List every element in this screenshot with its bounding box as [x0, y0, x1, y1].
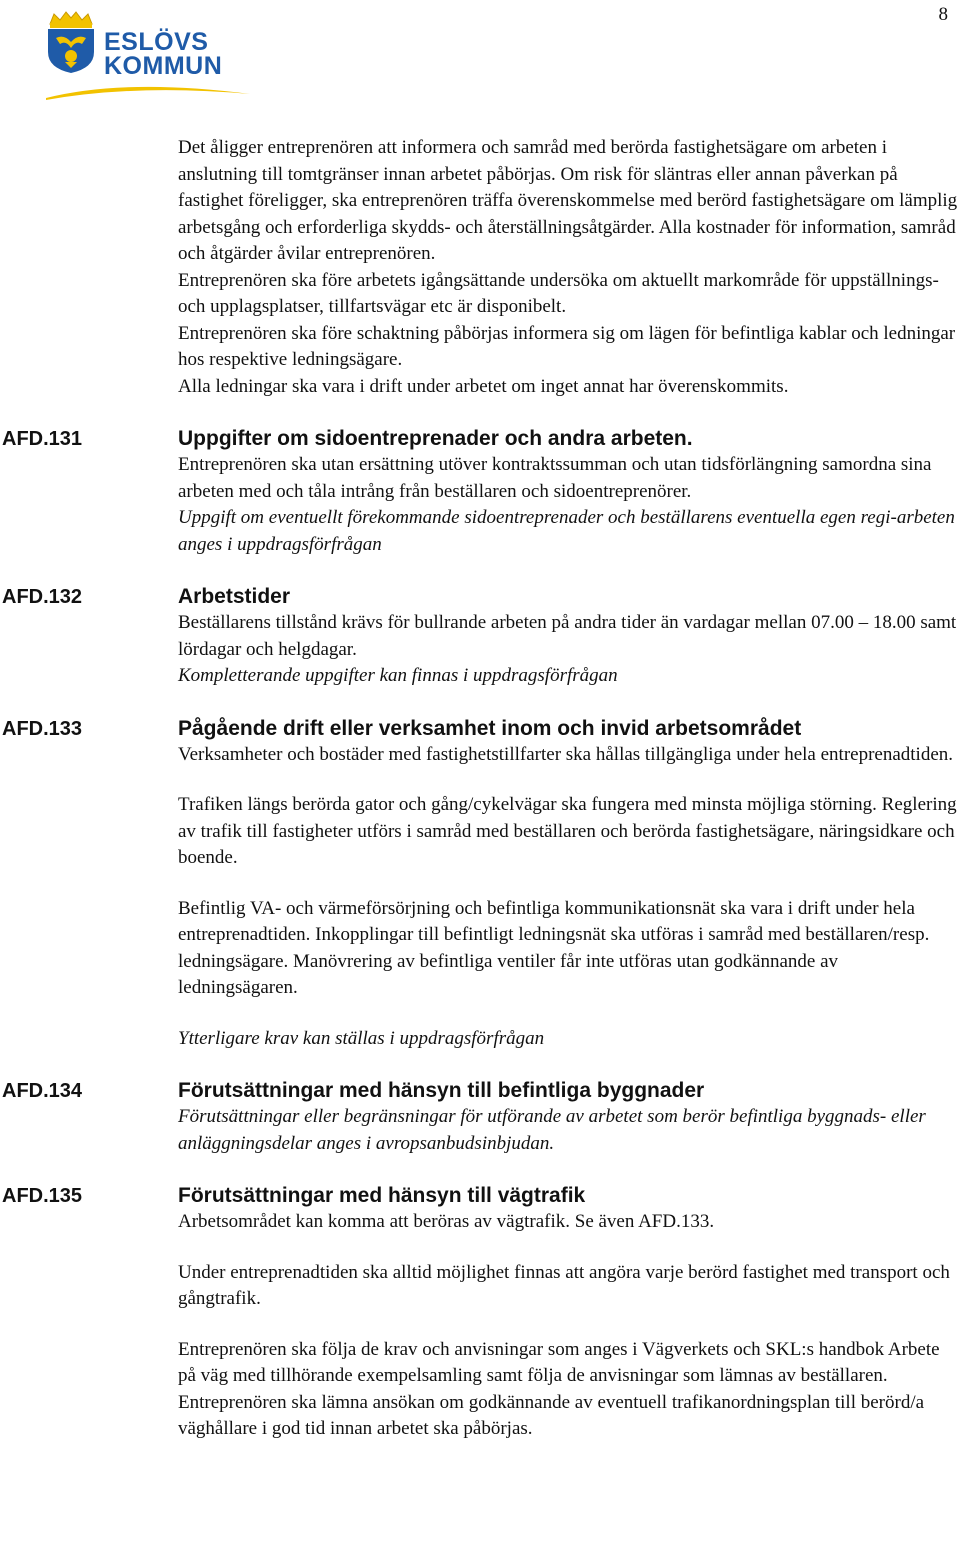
section-note: Ytterligare krav kan ställas i uppdragsförfrågan [178, 1027, 545, 1049]
section-paragraph: Verksamheter och bostäder med fastighetstillfarter ska hållas tillgängliga under hela entreprenadtiden. [178, 743, 954, 765]
section-paragraph: Entreprenören ska utan ersättning utöver kontraktssumman och utan tidsförlängning samordna sina arbeten med och tåla intrång från beställaren och sidoentreprenörer. [178, 454, 932, 502]
section-heading: Arbetstider [178, 585, 291, 608]
section-note: Kompletterande uppgifter kan finnas i uppdragsförfrågan [178, 665, 618, 686]
section-code: AFD.135 [2, 1185, 83, 1207]
section-paragraph: Trafiken längs berörda gator och gång/cykelvägar ska fungera med minsta möjliga störning. Reglering av trafik till fastigheter utförs i samråd med beställaren och berörda fastighetsägare, näringsidkare och boende. [178, 794, 957, 868]
section-code: AFD.132 [2, 586, 83, 608]
logo-swoosh [36, 64, 252, 104]
section-code: AFD.134 [2, 1080, 83, 1102]
section-paragraph: Befintlig VA- och värmeförsörjning och befintliga kommunikationsnät ska vara i drift under hela entreprenadtiden. Inkopplingar till befintligt ledningsnät ska utföras i samråd med beställaren/resp. ledningsägare. Manövrering av befintliga ventiler får inte utföras utan godkännande av ledningsägaren. [178, 897, 930, 998]
section-note: Uppgift om eventuellt förekommande sidoentreprenader och beställarens eventuella egen regi-arbeten anges i uppdragsförfrågan [178, 507, 955, 555]
section-code: AFD.131 [2, 428, 83, 450]
section-note: Förutsättningar eller begränsningar för utförande av arbetet som berör befintliga byggnads- eller anläggningsdelar anges i avropsanbudsinbjudan. [178, 1106, 926, 1154]
intro-paragraph-3: Entreprenören ska före schaktning påbörjas informera sig om lägen för befintliga kablar och ledningar hos respektive ledningsägare. [178, 322, 956, 370]
section-heading: Pågående drift eller verksamhet inom och invid arbetsområdet [178, 716, 802, 740]
section-paragraph: Entreprenören ska följa de krav och anvisningar som anges i Vägverkets och SKL:s handbok Arbete på väg med tillhörande exempelsamling samt följa de anvisningar som lämnas av beställaren. Entreprenören ska lämna ansökan om godkännande av eventuell trafikanordningsplan till berörd/a väghållare i god tid innan arbetet ska påbörjas. [178, 1338, 940, 1439]
eslovs-kommun-logo [36, 8, 252, 98]
section-heading: Förutsättningar med hänsyn till vägtrafik [178, 1184, 586, 1207]
page-number: 8 [938, 4, 948, 25]
section-afd-133 [0, 716, 960, 1053]
intro-paragraph-4: Alla ledningar ska vara i drift under arbetet om inget annat har överenskommits. [178, 375, 789, 397]
section-afd-131 [0, 426, 960, 558]
logo-line-2: KOMMUN [104, 52, 223, 80]
section-code: AFD.133 [2, 717, 83, 740]
section-paragraph: Beställarens tillstånd krävs för bullrande arbeten på andra tider än vardagar mellan 07.00 – 18.00 samt lördagar och helgdagar. [178, 612, 957, 660]
section-afd-134 [0, 1078, 960, 1157]
section-heading: Uppgifter om sidoentreprenader och andra arbeten. [178, 427, 693, 450]
intro-paragraph-1: Det åligger entreprenören att informera och samråd med berörda fastighetsägare om arbeten i anslutning till tomtgränser innan arbetet påbörjas. Om risk för släntras eller annan påverkan på fastighet föreligger, ska entreprenören träffa överenskommelse med berörd fastighetsägare om lämplig arbetsgång och erforderliga skydds- och återställningsåtgärder. Alla kostnader för information, samråd och åtgärder åvilar entreprenören. [178, 137, 958, 264]
section-afd-132 [0, 584, 960, 690]
document-body [0, 135, 960, 1443]
logo-line-1: ESLÖVS [104, 28, 209, 56]
section-paragraph: Arbetsområdet kan komma att beröras av vägtrafik. Se även AFD.133. [178, 1211, 715, 1232]
section-heading: Förutsättningar med hänsyn till befintliga byggnader [178, 1079, 705, 1102]
intro-paragraph-2: Entreprenören ska före arbetets igångsättande undersöka om aktuellt markområde för uppställnings- och upplagsplatser, tillfartsvägar etc är disponibelt. [178, 269, 939, 317]
intro-block [178, 135, 958, 400]
section-paragraph: Under entreprenadtiden ska alltid möjlighet finnas att angöra varje berörd fastighet med transport och gångtrafik. [178, 1261, 950, 1309]
section-afd-135 [0, 1183, 960, 1443]
